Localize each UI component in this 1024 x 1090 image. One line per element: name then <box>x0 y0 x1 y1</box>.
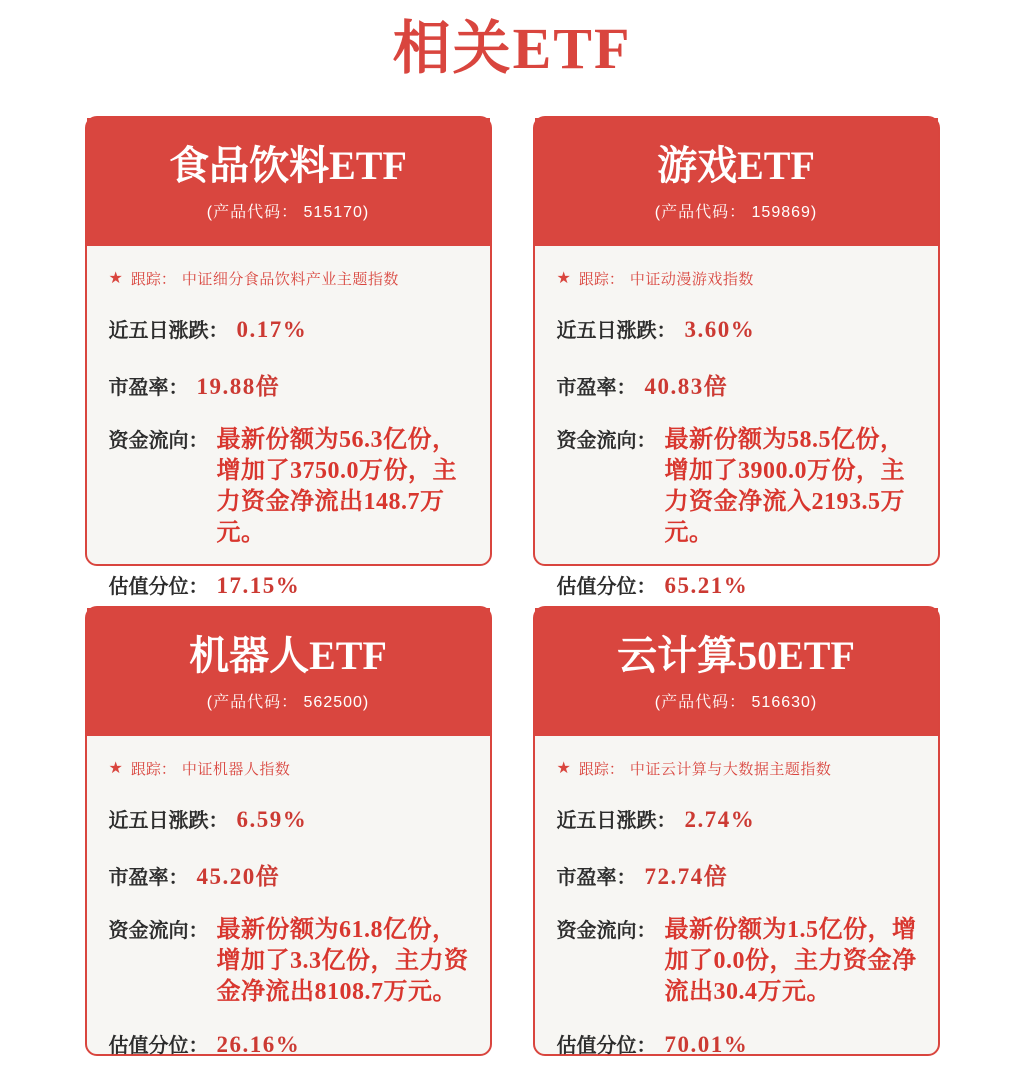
tracking-row <box>109 758 470 779</box>
five-day-change-label: 近五日涨跌： <box>108 810 229 832</box>
star-icon: ★ <box>556 759 571 777</box>
pe-ratio-row <box>109 368 470 401</box>
valuation-label: 估值分位： <box>556 1035 657 1057</box>
etf-product-code: (产品代码： 159869) <box>654 203 818 221</box>
valuation-value: 65.21% <box>664 573 749 598</box>
tracking-index: 中证机器人指数 <box>181 761 291 778</box>
tracking-index: 中证动漫游戏指数 <box>629 271 754 288</box>
card-body <box>87 736 490 1058</box>
tracking-index: 中证云计算与大数据主题指数 <box>629 761 832 778</box>
valuation-row <box>557 1029 918 1058</box>
five-day-change-value: 6.59% <box>236 807 308 832</box>
star-icon: ★ <box>108 759 123 777</box>
pe-ratio-label: 市盈率： <box>556 377 637 399</box>
valuation-value: 26.16% <box>216 1032 301 1057</box>
pe-ratio-label: 市盈率： <box>108 867 189 889</box>
tracking-row <box>109 268 470 289</box>
pe-ratio-label: 市盈率： <box>556 867 637 889</box>
etf-title: 游戏ETF <box>657 142 815 188</box>
etf-card-cloud-computing <box>533 606 940 1056</box>
etf-title: 云计算50ETF <box>617 632 855 678</box>
fund-flow-value: 最新份额为1.5亿份，增加了0.0份，主力资金净流出30.4万元。 <box>664 917 917 1005</box>
five-day-change-value: 2.74% <box>684 807 756 832</box>
five-day-change-value: 3.60% <box>684 317 756 342</box>
pe-ratio-row <box>557 368 918 401</box>
five-day-change-label: 近五日涨跌： <box>556 320 677 342</box>
pe-ratio-value: 45.20倍 <box>196 864 281 889</box>
fund-flow-row <box>557 914 918 1008</box>
fund-flow-label: 资金流向： <box>108 430 209 452</box>
five-day-change-row <box>109 804 470 833</box>
page-title: 相关ETF <box>392 16 632 81</box>
fund-flow-label: 资金流向： <box>556 920 657 942</box>
fund-flow-row <box>109 424 470 549</box>
valuation-row <box>109 1029 470 1058</box>
tracking-label: 跟踪： <box>578 271 624 288</box>
star-icon: ★ <box>556 269 571 287</box>
etf-card-food-beverage <box>85 116 492 598</box>
five-day-change-row <box>109 314 470 343</box>
card-body <box>87 246 490 599</box>
pe-ratio-value: 19.88倍 <box>196 374 281 399</box>
etf-product-code: (产品代码： 516630) <box>654 693 818 711</box>
card-header <box>535 118 938 246</box>
tracking-index: 中证细分食品饮料产业主题指数 <box>181 271 399 288</box>
valuation-row <box>557 570 918 599</box>
card-header <box>535 608 938 736</box>
fund-flow-label: 资金流向： <box>108 920 209 942</box>
etf-title: 机器人ETF <box>189 632 387 678</box>
fund-flow-value: 最新份额为56.3亿份，增加了3750.0万份，主力资金净流出148.7万元。 <box>216 427 457 546</box>
five-day-change-label: 近五日涨跌： <box>556 810 677 832</box>
etf-title: 食品饮料ETF <box>169 142 407 188</box>
fund-flow-row <box>557 424 918 549</box>
star-icon: ★ <box>108 269 123 287</box>
five-day-change-label: 近五日涨跌： <box>108 320 229 342</box>
fund-flow-row <box>109 914 470 1008</box>
fund-flow-value: 最新份额为58.5亿份，增加了3900.0万份，主力资金净流入2193.5万元。 <box>664 427 905 546</box>
etf-product-code: (产品代码： 515170) <box>206 203 370 221</box>
tracking-row <box>557 268 918 289</box>
etf-card-gaming <box>533 116 940 598</box>
valuation-value: 17.15% <box>216 573 301 598</box>
pe-ratio-value: 72.74倍 <box>644 864 729 889</box>
valuation-row <box>109 570 470 599</box>
valuation-label: 估值分位： <box>556 576 657 598</box>
five-day-change-row <box>557 314 918 343</box>
card-header <box>87 118 490 246</box>
pe-ratio-row <box>109 858 470 891</box>
pe-ratio-row <box>557 858 918 891</box>
tracking-label: 跟踪： <box>130 761 176 778</box>
fund-flow-value: 最新份额为61.8亿份，增加了3.3亿份，主力资金净流出8108.7万元。 <box>216 917 469 1005</box>
valuation-label: 估值分位： <box>108 576 209 598</box>
etf-card-robotics <box>85 606 492 1056</box>
tracking-label: 跟踪： <box>130 271 176 288</box>
etf-product-code: (产品代码： 562500) <box>206 693 370 711</box>
card-body <box>535 736 938 1058</box>
fund-flow-label: 资金流向： <box>556 430 657 452</box>
five-day-change-value: 0.17% <box>236 317 308 342</box>
tracking-label: 跟踪： <box>578 761 624 778</box>
tracking-row <box>557 758 918 779</box>
pe-ratio-value: 40.83倍 <box>644 374 729 399</box>
five-day-change-row <box>557 804 918 833</box>
pe-ratio-label: 市盈率： <box>108 377 189 399</box>
etf-cards-grid <box>85 116 940 1056</box>
valuation-value: 70.01% <box>664 1032 749 1057</box>
card-header <box>87 608 490 736</box>
card-body <box>535 246 938 599</box>
valuation-label: 估值分位： <box>108 1035 209 1057</box>
